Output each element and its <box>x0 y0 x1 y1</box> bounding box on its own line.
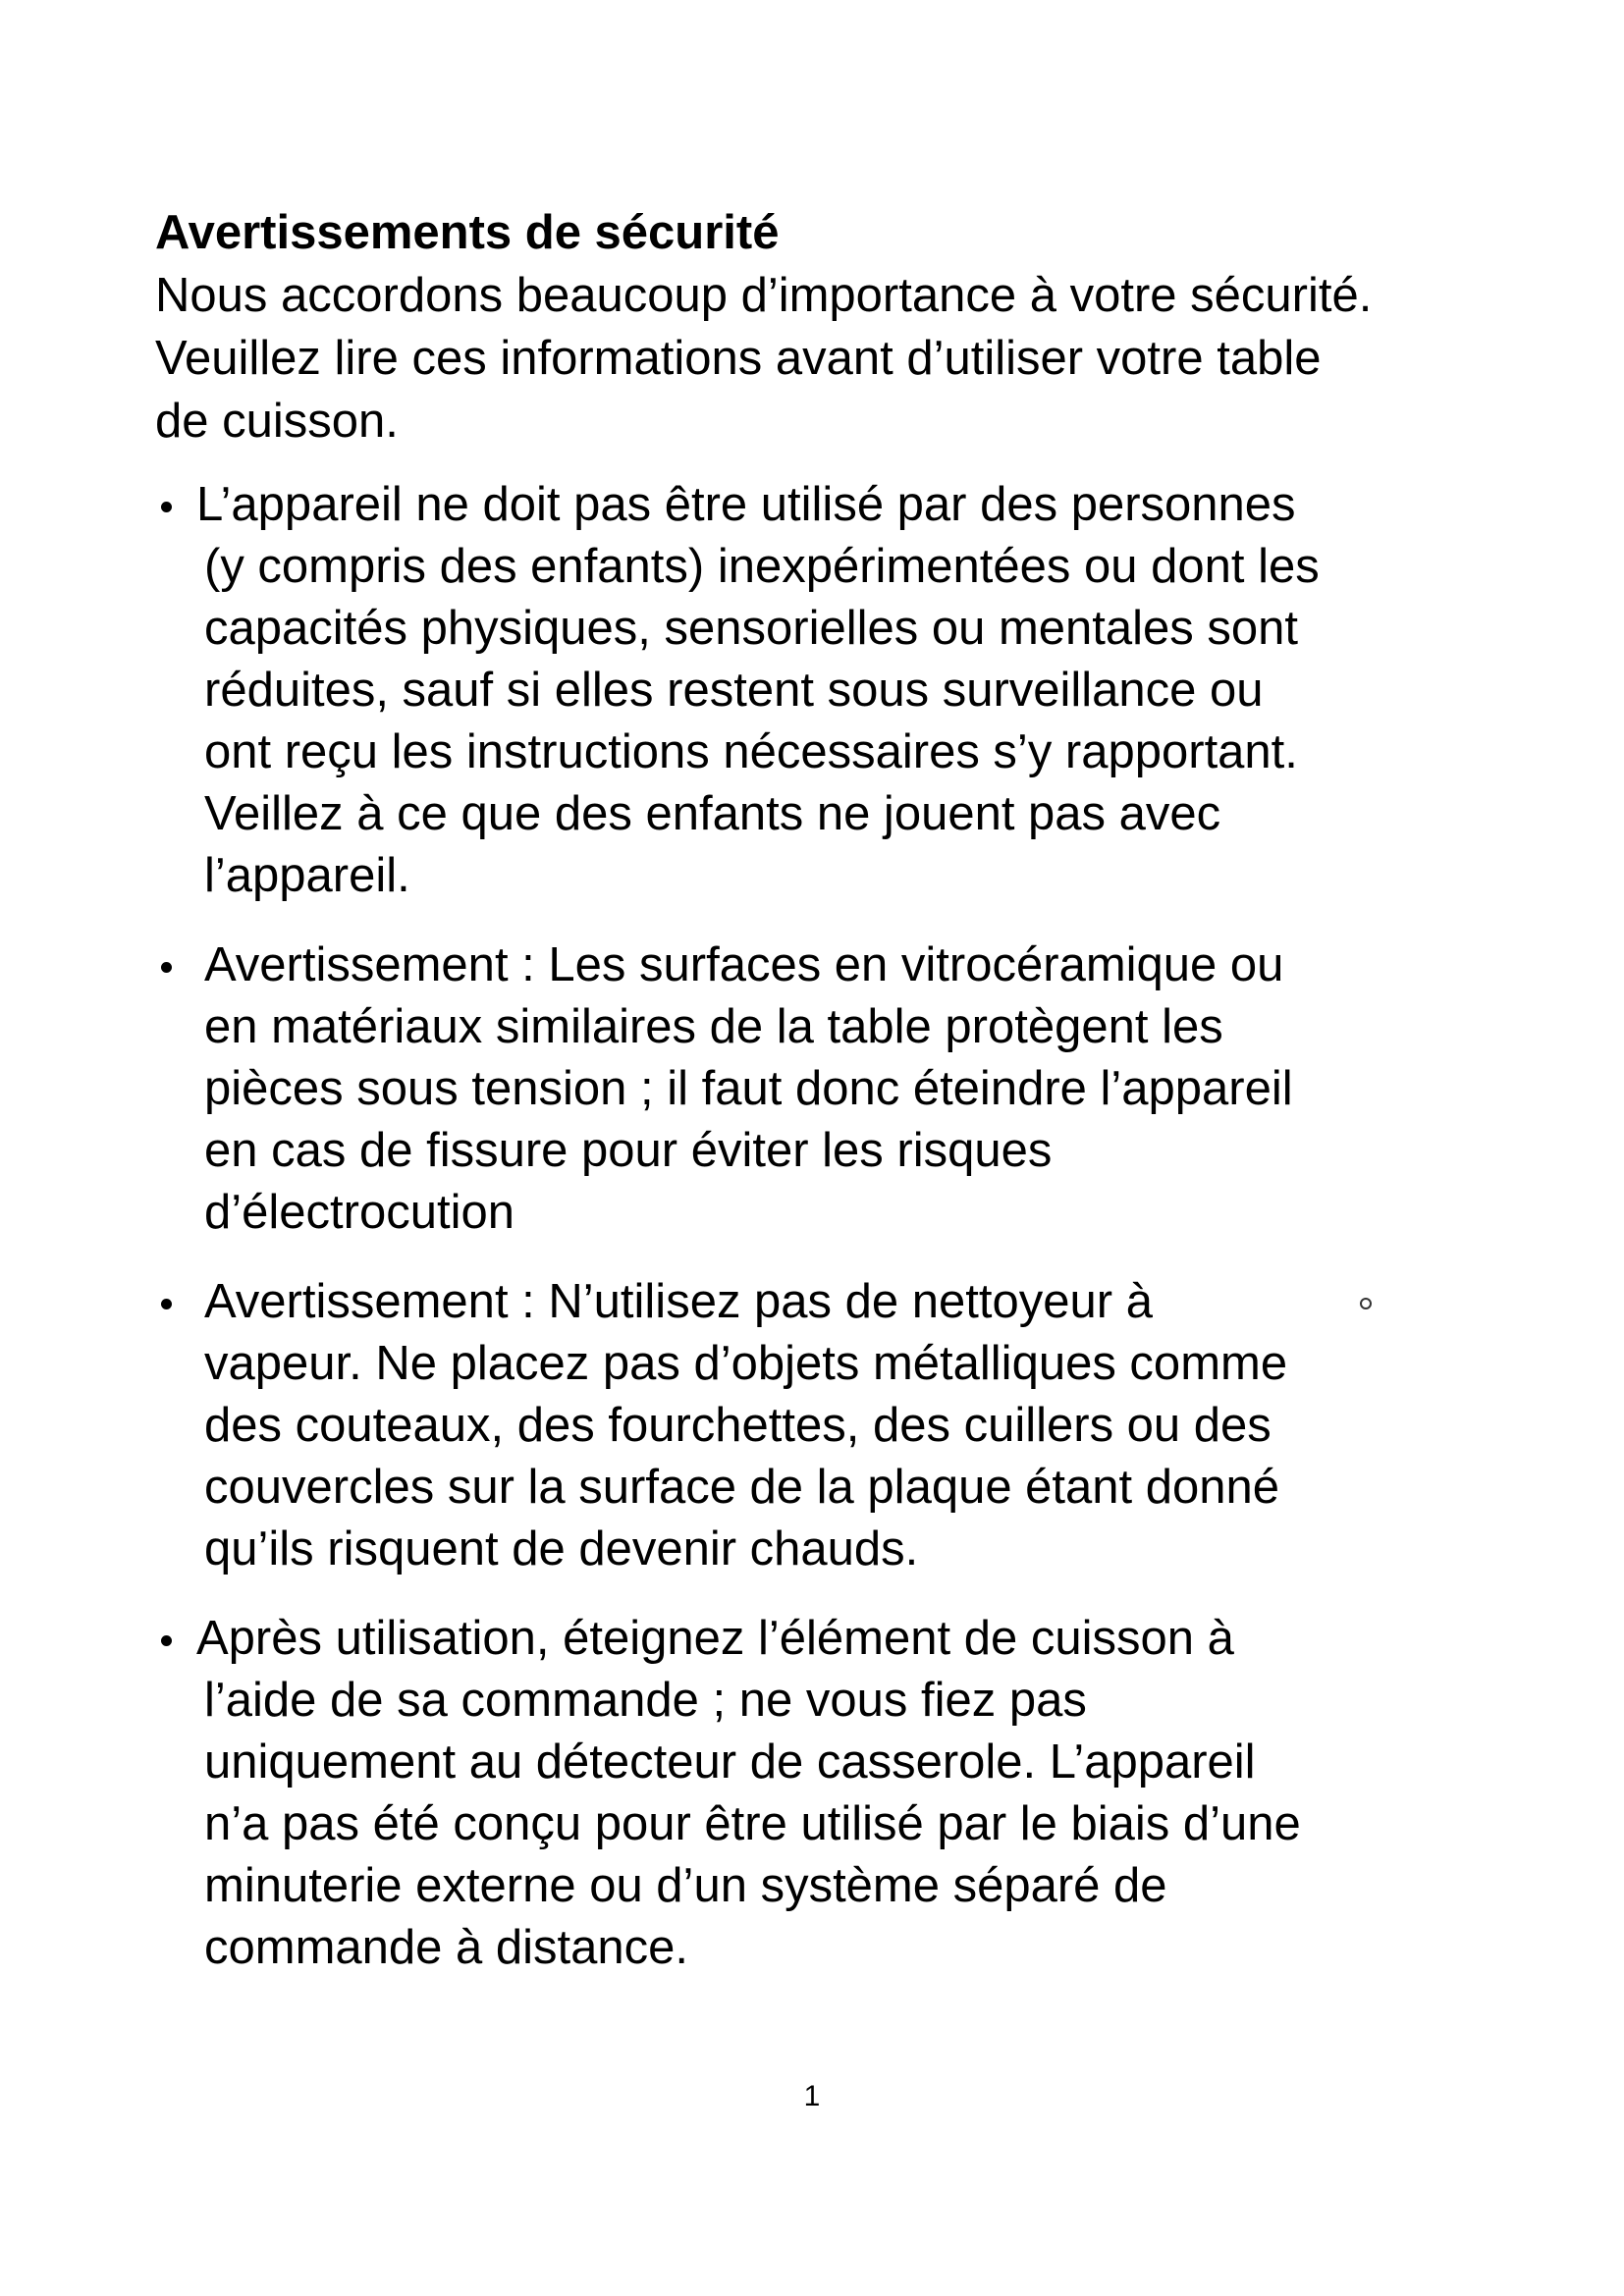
warning-line: pièces sous tension ; il faut donc éteindre l’appareil <box>204 1062 1293 1115</box>
warning-line: Veillez à ce que des enfants ne jouent pas avec <box>204 787 1221 840</box>
warning-line: n’a pas été conçu pour être utilisé par le biais d’une <box>204 1797 1301 1850</box>
warning-line: l’appareil. <box>204 849 410 902</box>
warning-line: uniquement au détecteur de casserole. L’appareil <box>204 1735 1256 1789</box>
warning-line: des couteaux, des fourchettes, des cuillers ou des <box>204 1399 1272 1452</box>
warning-item-steam-cleaner <box>155 1271 1530 1580</box>
page-number: 1 <box>803 2080 821 2112</box>
warning-text <box>196 1608 1530 1979</box>
warning-line: Avertissement : N’utilisez pas de nettoyeur à <box>204 1275 1153 1328</box>
warning-line: minuterie externe ou d’un système séparé de <box>204 1859 1167 1912</box>
warning-text <box>204 934 1530 1244</box>
warning-line: en cas de fissure pour éviter les risques <box>204 1124 1053 1177</box>
warning-text <box>204 1271 1530 1580</box>
warning-line: vapeur. Ne placez pas d’objets métalliques comme <box>204 1337 1288 1390</box>
bullet-icon <box>161 502 172 512</box>
stray-circle-mark <box>1360 1298 1372 1309</box>
warning-line: ont reçu les instructions nécessaires s’y rapportant. <box>204 725 1298 778</box>
warning-line: couvercles sur la surface de la plaque étant donné <box>204 1461 1280 1514</box>
intro-paragraph <box>155 264 1530 453</box>
page-content <box>155 201 1530 2006</box>
warning-line: commande à distance. <box>204 1921 688 1974</box>
intro-line: Nous accordons beaucoup d’importance à votre sécurité. <box>155 269 1373 322</box>
warning-line: réduites, sauf si elles restent sous surveillance ou <box>204 664 1264 717</box>
intro-line: Veuillez lire ces informations avant d’utiliser votre table <box>155 332 1322 385</box>
warning-item-switch-off <box>155 1608 1530 1979</box>
warning-text <box>196 474 1530 907</box>
bullet-icon <box>161 962 172 973</box>
warning-line: Après utilisation, éteignez l’élément de cuisson à <box>196 1612 1234 1665</box>
warning-line: Avertissement : Les surfaces en vitrocéramique ou <box>204 938 1284 991</box>
warning-item-supervision <box>155 474 1530 907</box>
intro-line: de cuisson. <box>155 395 399 448</box>
bullet-icon <box>161 1299 172 1309</box>
bullet-icon <box>161 1635 172 1646</box>
warning-item-cracked-surface <box>155 934 1530 1244</box>
warning-line: en matériaux similaires de la table protègent les <box>204 1000 1223 1053</box>
warning-line: l’aide de sa commande ; ne vous fiez pas <box>204 1674 1087 1727</box>
safety-warning-list <box>155 474 1530 1979</box>
warning-line: capacités physiques, sensorielles ou mentales sont <box>204 602 1299 655</box>
warning-line: qu’ils risquent de devenir chauds. <box>204 1522 919 1575</box>
warning-line: (y compris des enfants) inexpérimentées ou dont les <box>204 540 1320 593</box>
section-title: Avertissements de sécurité <box>155 206 780 259</box>
warning-line: L’appareil ne doit pas être utilisé par des personnes <box>196 478 1296 531</box>
warning-line: d’électrocution <box>204 1186 514 1239</box>
